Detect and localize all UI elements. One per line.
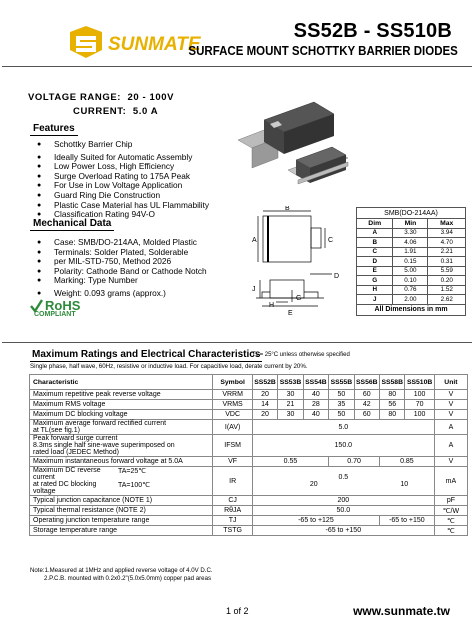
symbol-cell: RθJA	[213, 506, 252, 516]
table-row	[30, 420, 468, 435]
symbol-cell: IFSM	[213, 435, 252, 457]
table-row	[30, 516, 468, 526]
feature-item: ● Schottky Barrier Chip	[37, 140, 257, 150]
rohs-badge	[30, 298, 80, 318]
dim-header: Dim	[357, 219, 393, 229]
dim-cell: 2.62	[428, 295, 466, 305]
characteristic-cell: Storage temperature range	[30, 526, 213, 536]
dim-row	[357, 285, 466, 295]
notes	[30, 567, 213, 582]
dim-cell: 3.94	[428, 228, 466, 238]
col-header: SS56B	[354, 375, 379, 390]
side-lead-left	[262, 292, 270, 298]
table-row	[30, 410, 468, 420]
max-ratings-heading: Maximum Ratings and Electrical Characteristics	[32, 349, 261, 360]
symbol-cell: VF	[213, 457, 252, 467]
value-cell: 20	[252, 410, 277, 420]
dim-cell: 1.52	[428, 285, 466, 295]
mechanical-heading: Mechanical Data	[30, 218, 114, 231]
unit-cell: ℃	[434, 526, 467, 536]
dim-header: Min	[393, 219, 428, 229]
voltage-range	[28, 92, 174, 103]
dim-cell: H	[357, 285, 393, 295]
table-row	[30, 435, 468, 457]
mechanical-item: ● Weight: 0.093 grams (approx.)	[37, 289, 257, 299]
characteristic-cell: Maximum RMS voltage	[30, 400, 213, 410]
value-cell: 14	[252, 400, 277, 410]
value-cell: 30	[278, 390, 303, 400]
dim-label-c: C	[328, 237, 334, 244]
dim-table-footer: All Dimensions in mm	[357, 304, 466, 315]
col-header: SS58B	[380, 375, 405, 390]
unit-cell: V	[434, 400, 467, 410]
symbol-cell: TJ	[213, 516, 252, 526]
value-cell: 40	[303, 390, 328, 400]
symbol-cell: VRRM	[213, 390, 252, 400]
unit-cell: ℃/W	[434, 506, 467, 516]
feature-item: ● Guard Ring Die Construction	[37, 191, 257, 201]
dim-row	[357, 257, 466, 267]
dim-cell: J	[357, 295, 393, 305]
dim-row	[357, 266, 466, 276]
features-list	[37, 140, 257, 220]
symbol-cell: CJ	[213, 496, 252, 506]
dim-row	[357, 228, 466, 238]
value-cell: 50.0	[252, 506, 434, 516]
table-row	[30, 506, 468, 516]
characteristic-cell: Maximum repetitive peak reverse voltage	[30, 390, 213, 400]
value-cell: 30	[278, 410, 303, 420]
dim-cell: 0.10	[393, 276, 428, 286]
characteristic-cell: Operating junction temperature range	[30, 516, 213, 526]
page-number: 1 of 2	[226, 606, 249, 616]
table-row	[30, 526, 468, 536]
symbol-cell: TSTG	[213, 526, 252, 536]
value-cell: 20	[252, 390, 277, 400]
table-row	[30, 390, 468, 400]
value-cell: 200	[252, 496, 434, 506]
dim-cell: 0.76	[393, 285, 428, 295]
symbol-cell: I(AV)	[213, 420, 252, 435]
dim-label-e: E	[288, 310, 293, 316]
value-cell: 80	[380, 410, 405, 420]
package-3d-image	[234, 100, 352, 200]
unit-cell: V	[434, 457, 467, 467]
feature-item: ● Plastic Case Material has UL Flammability	[37, 201, 257, 211]
col-header: Symbol	[213, 375, 252, 390]
dim-cell: 4.06	[393, 238, 428, 248]
value-cell: 100	[405, 410, 434, 420]
pkg-right	[288, 147, 348, 184]
characteristic-cell: Maximum average forward rectified current at TL(see fig.1)	[30, 420, 213, 435]
electrical-characteristics-table	[29, 374, 468, 536]
characteristic-cell: Maximum DC reverse current TA=25℃ at rated DC blocking voltage TA=100℃	[30, 467, 213, 496]
value-cell: 80	[380, 390, 405, 400]
dim-cell: 5.00	[393, 266, 428, 276]
dim-row	[357, 295, 466, 305]
feature-item: ● Surge Overload Rating to 175A Peak	[37, 172, 257, 182]
section-divider	[2, 342, 472, 343]
dim-label-g: G	[296, 295, 302, 302]
top-view-body	[263, 216, 311, 262]
header-divider	[2, 66, 472, 67]
dim-cell: D	[357, 257, 393, 267]
feature-item: ● Ideally Suited for Automatic Assembly	[37, 153, 257, 163]
dim-label-b: B	[285, 206, 290, 212]
mechanical-item: ● Polarity: Cathode Band or Cathode Notch	[37, 267, 257, 277]
note-2: 2.P.C.B. mounted with 0.2x0.2"(5.0x5.0mm) copper pad areas	[44, 574, 212, 582]
mechanical-item: ● Terminals: Solder Plated, Solderable	[37, 248, 257, 258]
rohs-mark: RoHS	[45, 298, 81, 313]
mechanical-item: ● Marking: Type Number	[37, 276, 257, 286]
dim-cell: E	[357, 266, 393, 276]
unit-cell: pF	[434, 496, 467, 506]
website-link[interactable]: www.sunmate.tw	[353, 604, 450, 618]
table-header-row	[30, 375, 468, 390]
dim-cell: 2.00	[393, 295, 428, 305]
dim-row	[357, 276, 466, 286]
symbol-cell: VDC	[213, 410, 252, 420]
characteristic-cell: Typical thermal resistance (NOTE 2)	[30, 506, 213, 516]
value-cell: 50	[329, 410, 354, 420]
current-value: 5.0 A	[132, 106, 159, 117]
top-view-lead	[311, 228, 321, 248]
mechanical-item: ● Case: SMB/DO-214AA, Molded Plastic	[37, 238, 257, 248]
value-cell: 0.55	[252, 457, 328, 467]
characteristic-cell: Peak forward surge current 8.3ms single half sine-wave superimposed on rated load (JEDEC Method)	[30, 435, 213, 457]
logo-text: SUNMATE	[108, 34, 201, 55]
value-cell: 0.85	[380, 457, 435, 467]
note-1: Note:1.Measured at 1MHz and applied reverse voltage of 4.0V D.C.	[30, 567, 213, 574]
table-row	[30, 496, 468, 506]
dim-row	[357, 238, 466, 248]
value-cell: 100	[405, 390, 434, 400]
value-cell: 56	[380, 400, 405, 410]
col-header: SS53B	[278, 375, 303, 390]
dim-cell: 2.21	[428, 247, 466, 257]
voltage-range-label: VOLTAGE RANGE:	[28, 92, 122, 103]
mechanical-item-continued: ● per MIL-STD-750, Method 2026	[37, 257, 257, 267]
symbol-cell: IR	[213, 467, 252, 496]
current-label: CURRENT:	[73, 106, 127, 117]
unit-cell: V	[434, 410, 467, 420]
feature-item: ● For Use in Low Voltage Application	[37, 181, 257, 191]
side-lead-right	[304, 292, 318, 298]
unit-cell: ℃	[434, 516, 467, 526]
value-cell: -65 to +125	[252, 516, 379, 526]
table-row	[30, 457, 468, 467]
col-header: SS55B	[329, 375, 354, 390]
value-cell: 0.5 20 10	[252, 467, 434, 496]
dim-cell: 0.20	[428, 276, 466, 286]
value-cell: 35	[329, 400, 354, 410]
value-cell: 0.70	[329, 457, 380, 467]
col-header: Unit	[434, 375, 467, 390]
feature-item: ● Low Power Loss, High Efficiency	[37, 162, 257, 172]
dim-row	[357, 247, 466, 257]
part-number-title: SS52B - SS510B	[293, 20, 452, 42]
dim-label-h: H	[269, 302, 275, 309]
dim-cell: A	[357, 228, 393, 238]
value-cell: 42	[354, 400, 379, 410]
value-cell: 60	[354, 390, 379, 400]
col-header: SS52B	[252, 375, 277, 390]
dim-header: Max	[428, 219, 466, 229]
dimension-table	[356, 207, 466, 316]
dim-cell: B	[357, 238, 393, 248]
value-cell: 21	[278, 400, 303, 410]
characteristic-cell: Typical junction capacitance (NOTE 1)	[30, 496, 213, 506]
feature-item-continued: ● Classification Rating 94V-O	[37, 210, 257, 220]
company-logo	[66, 24, 206, 62]
dim-table-title: SMB(DO-214AA)	[357, 208, 466, 219]
symbol-cell: VRMS	[213, 400, 252, 410]
value-cell: -65 to +150	[380, 516, 435, 526]
characteristic-cell: Maximum instantaneous forward voltage at 5.0A	[30, 457, 213, 467]
table-row	[30, 400, 468, 410]
unit-cell: mA	[434, 467, 467, 496]
dim-cell: 0.31	[428, 257, 466, 267]
value-cell: 70	[405, 400, 434, 410]
current-rating	[73, 106, 158, 117]
dim-cell: 0.15	[393, 257, 428, 267]
max-ratings-condition: Tₐ = 25°C unless otherwise specified	[252, 352, 350, 358]
single-phase-note: Single phase, half wave, 60Hz, resistive or inductive load. For capacitive load, derate current by 20%.	[30, 363, 308, 370]
value-cell: 150.0	[252, 435, 434, 457]
voltage-range-value: 20 - 100V	[127, 92, 175, 103]
value-cell: 40	[303, 410, 328, 420]
unit-cell: A	[434, 420, 467, 435]
value-cell: 50	[329, 390, 354, 400]
dim-cell: G	[357, 276, 393, 286]
unit-cell: A	[434, 435, 467, 457]
dimension-drawing	[252, 206, 356, 316]
value-cell: 5.0	[252, 420, 434, 435]
value-cell: 60	[354, 410, 379, 420]
dim-cell: 5.59	[428, 266, 466, 276]
dim-cell: 3.30	[393, 228, 428, 238]
dim-cell: 1.91	[393, 247, 428, 257]
col-header: SS54B	[303, 375, 328, 390]
logo-emblem	[70, 26, 102, 58]
dim-label-j: J	[252, 286, 256, 293]
table-row	[30, 467, 468, 496]
col-header: SS510B	[405, 375, 434, 390]
unit-cell: V	[434, 390, 467, 400]
rohs-sub: COMPLIANT	[34, 311, 76, 318]
document-subtitle: SURFACE MOUNT SCHOTTKY BARRIER DIODES	[188, 44, 458, 58]
dim-cell: 4.70	[428, 238, 466, 248]
value-cell: -65 to +150	[252, 526, 434, 536]
characteristic-cell: Maximum DC blocking voltage	[30, 410, 213, 420]
features-heading: Features	[30, 123, 78, 136]
dim-label-d: D	[334, 273, 340, 280]
value-cell: 28	[303, 400, 328, 410]
col-header: Characteristic	[30, 375, 213, 390]
mechanical-list	[37, 238, 257, 299]
dim-label-a: A	[252, 237, 257, 244]
dim-cell: C	[357, 247, 393, 257]
